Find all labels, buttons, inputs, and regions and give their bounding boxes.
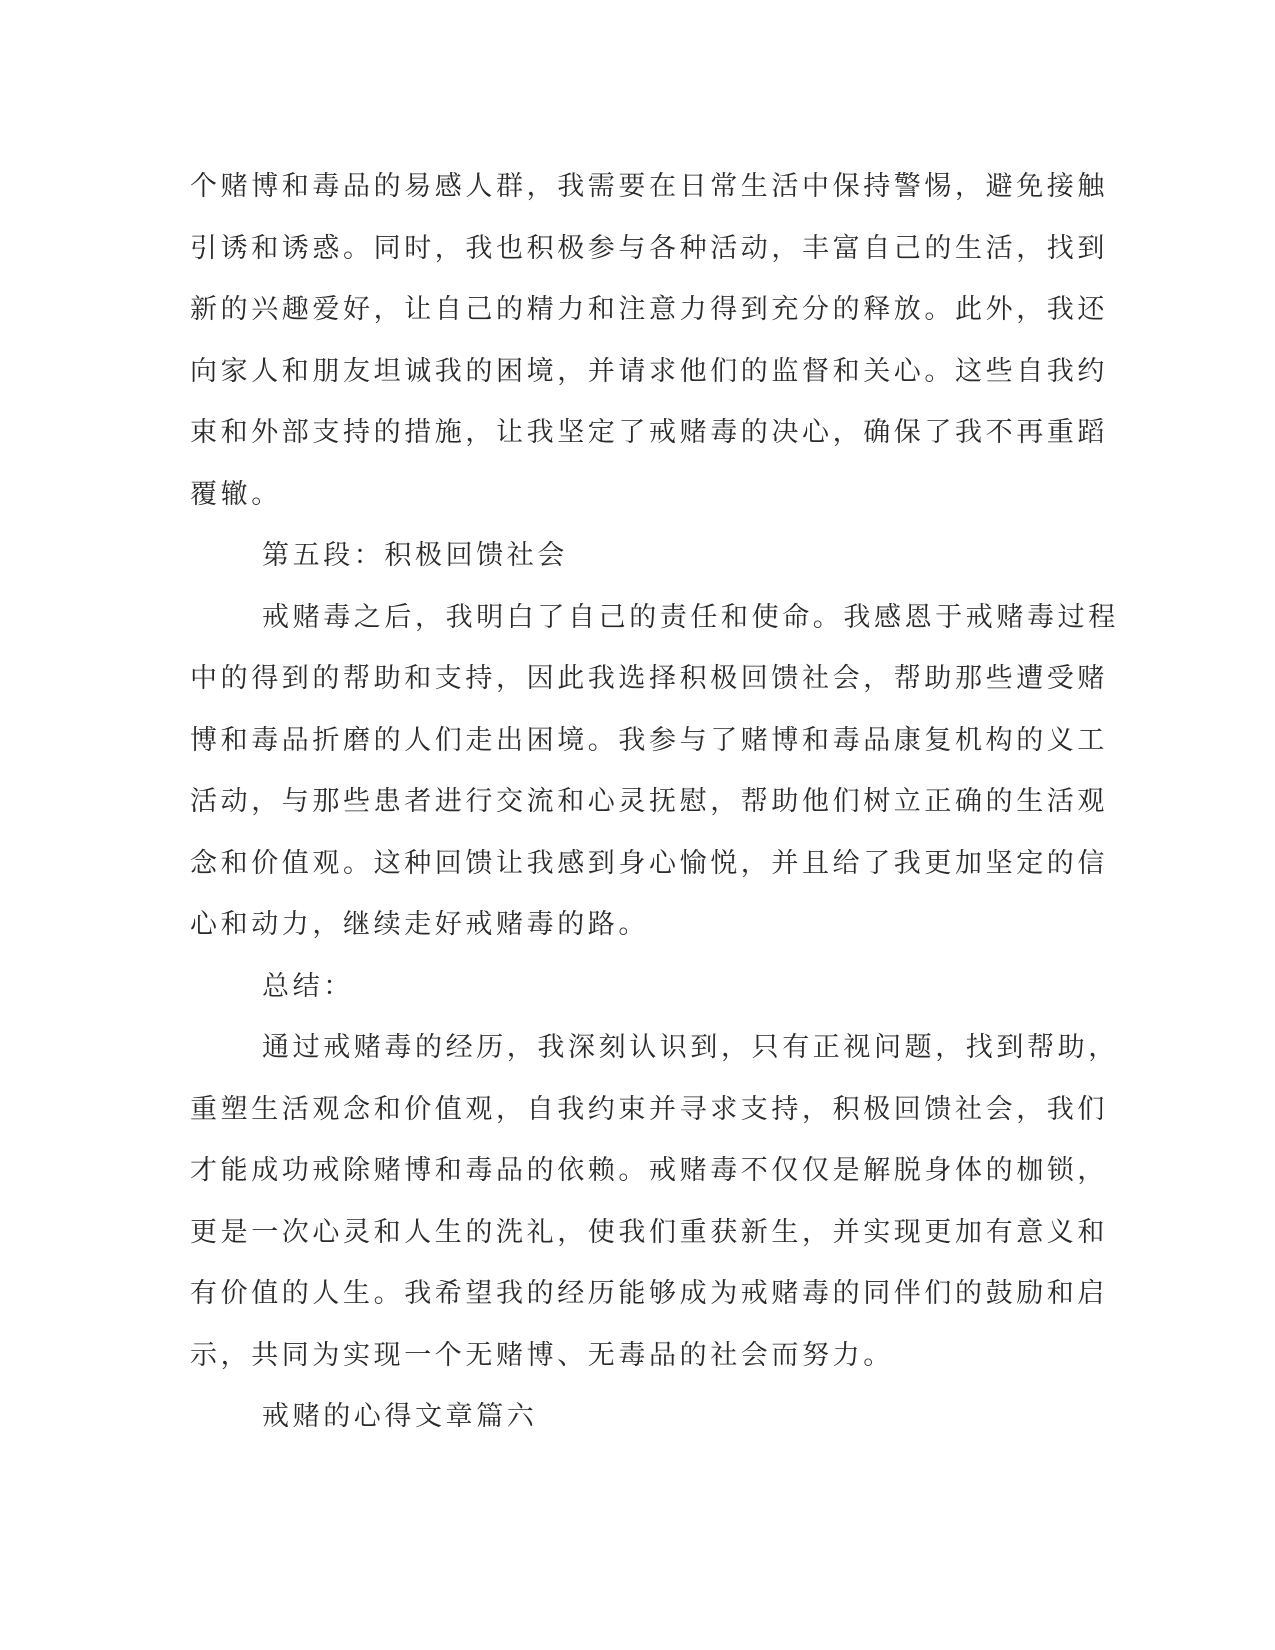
- text-line: 博和毒品折磨的人们走出困境。我参与了赌博和毒品康复机构的义工: [190, 724, 1108, 756]
- text-line: 第五段：积极回馈社会: [262, 540, 568, 571]
- text-line: 中的得到的帮助和支持，因此我选择积极回馈社会，帮助那些遭受赌: [190, 663, 1108, 694]
- text-line: 向家人和朋友坦诚我的困境，并请求他们的监督和关心。这些自我约: [190, 355, 1108, 387]
- text-line: 心和动力，继续走好戒赌毒的路。: [190, 909, 649, 940]
- text-line: 示，共同为实现一个无赌博、无毒品的社会而努力。: [190, 1339, 894, 1371]
- text-line: 通过戒赌毒的经历，我深刻认识到，只有正视问题，找到帮助，: [262, 1032, 1119, 1063]
- text-line: 个赌博和毒品的易感人群，我需要在日常生活中保持警惕，避免接触: [190, 171, 1108, 202]
- text-line: 念和价值观。这种回馈让我感到身心愉悦，并且给了我更加坚定的信: [190, 847, 1108, 879]
- text-line: 新的兴趣爱好，让自己的精力和注意力得到充分的释放。此外，我还: [190, 294, 1108, 325]
- text-line: 戒赌的心得文章篇六: [262, 1401, 538, 1432]
- text-line: 活动，与那些患者进行交流和心灵抚慰，帮助他们树立正确的生活观: [190, 786, 1108, 817]
- text-line: 重塑生活观念和价值观，自我约束并寻求支持，积极回馈社会，我们: [190, 1093, 1108, 1125]
- text-line: 戒赌毒之后，我明白了自己的责任和使命。我感恩于戒赌毒过程: [262, 601, 1119, 633]
- text-line: 更是一次心灵和人生的洗礼，使我们重获新生，并实现更加有意义和: [190, 1216, 1108, 1248]
- document-body: [190, 156, 1119, 1448]
- text-line: 覆辙。: [190, 478, 282, 510]
- text-line: 才能成功戒除赌博和毒品的依赖。戒赌毒不仅仅是解脱身体的枷锁，: [190, 1155, 1108, 1186]
- text-line: 有价值的人生。我希望我的经历能够成为戒赌毒的同伴们的鼓励和启: [190, 1278, 1108, 1309]
- text-line: 束和外部支持的措施，让我坚定了戒赌毒的决心，确保了我不再重蹈: [190, 417, 1108, 448]
- text-line: 引诱和诱惑。同时，我也积极参与各种活动，丰富自己的生活，找到: [190, 232, 1108, 264]
- text-line: 总结：: [262, 970, 354, 1002]
